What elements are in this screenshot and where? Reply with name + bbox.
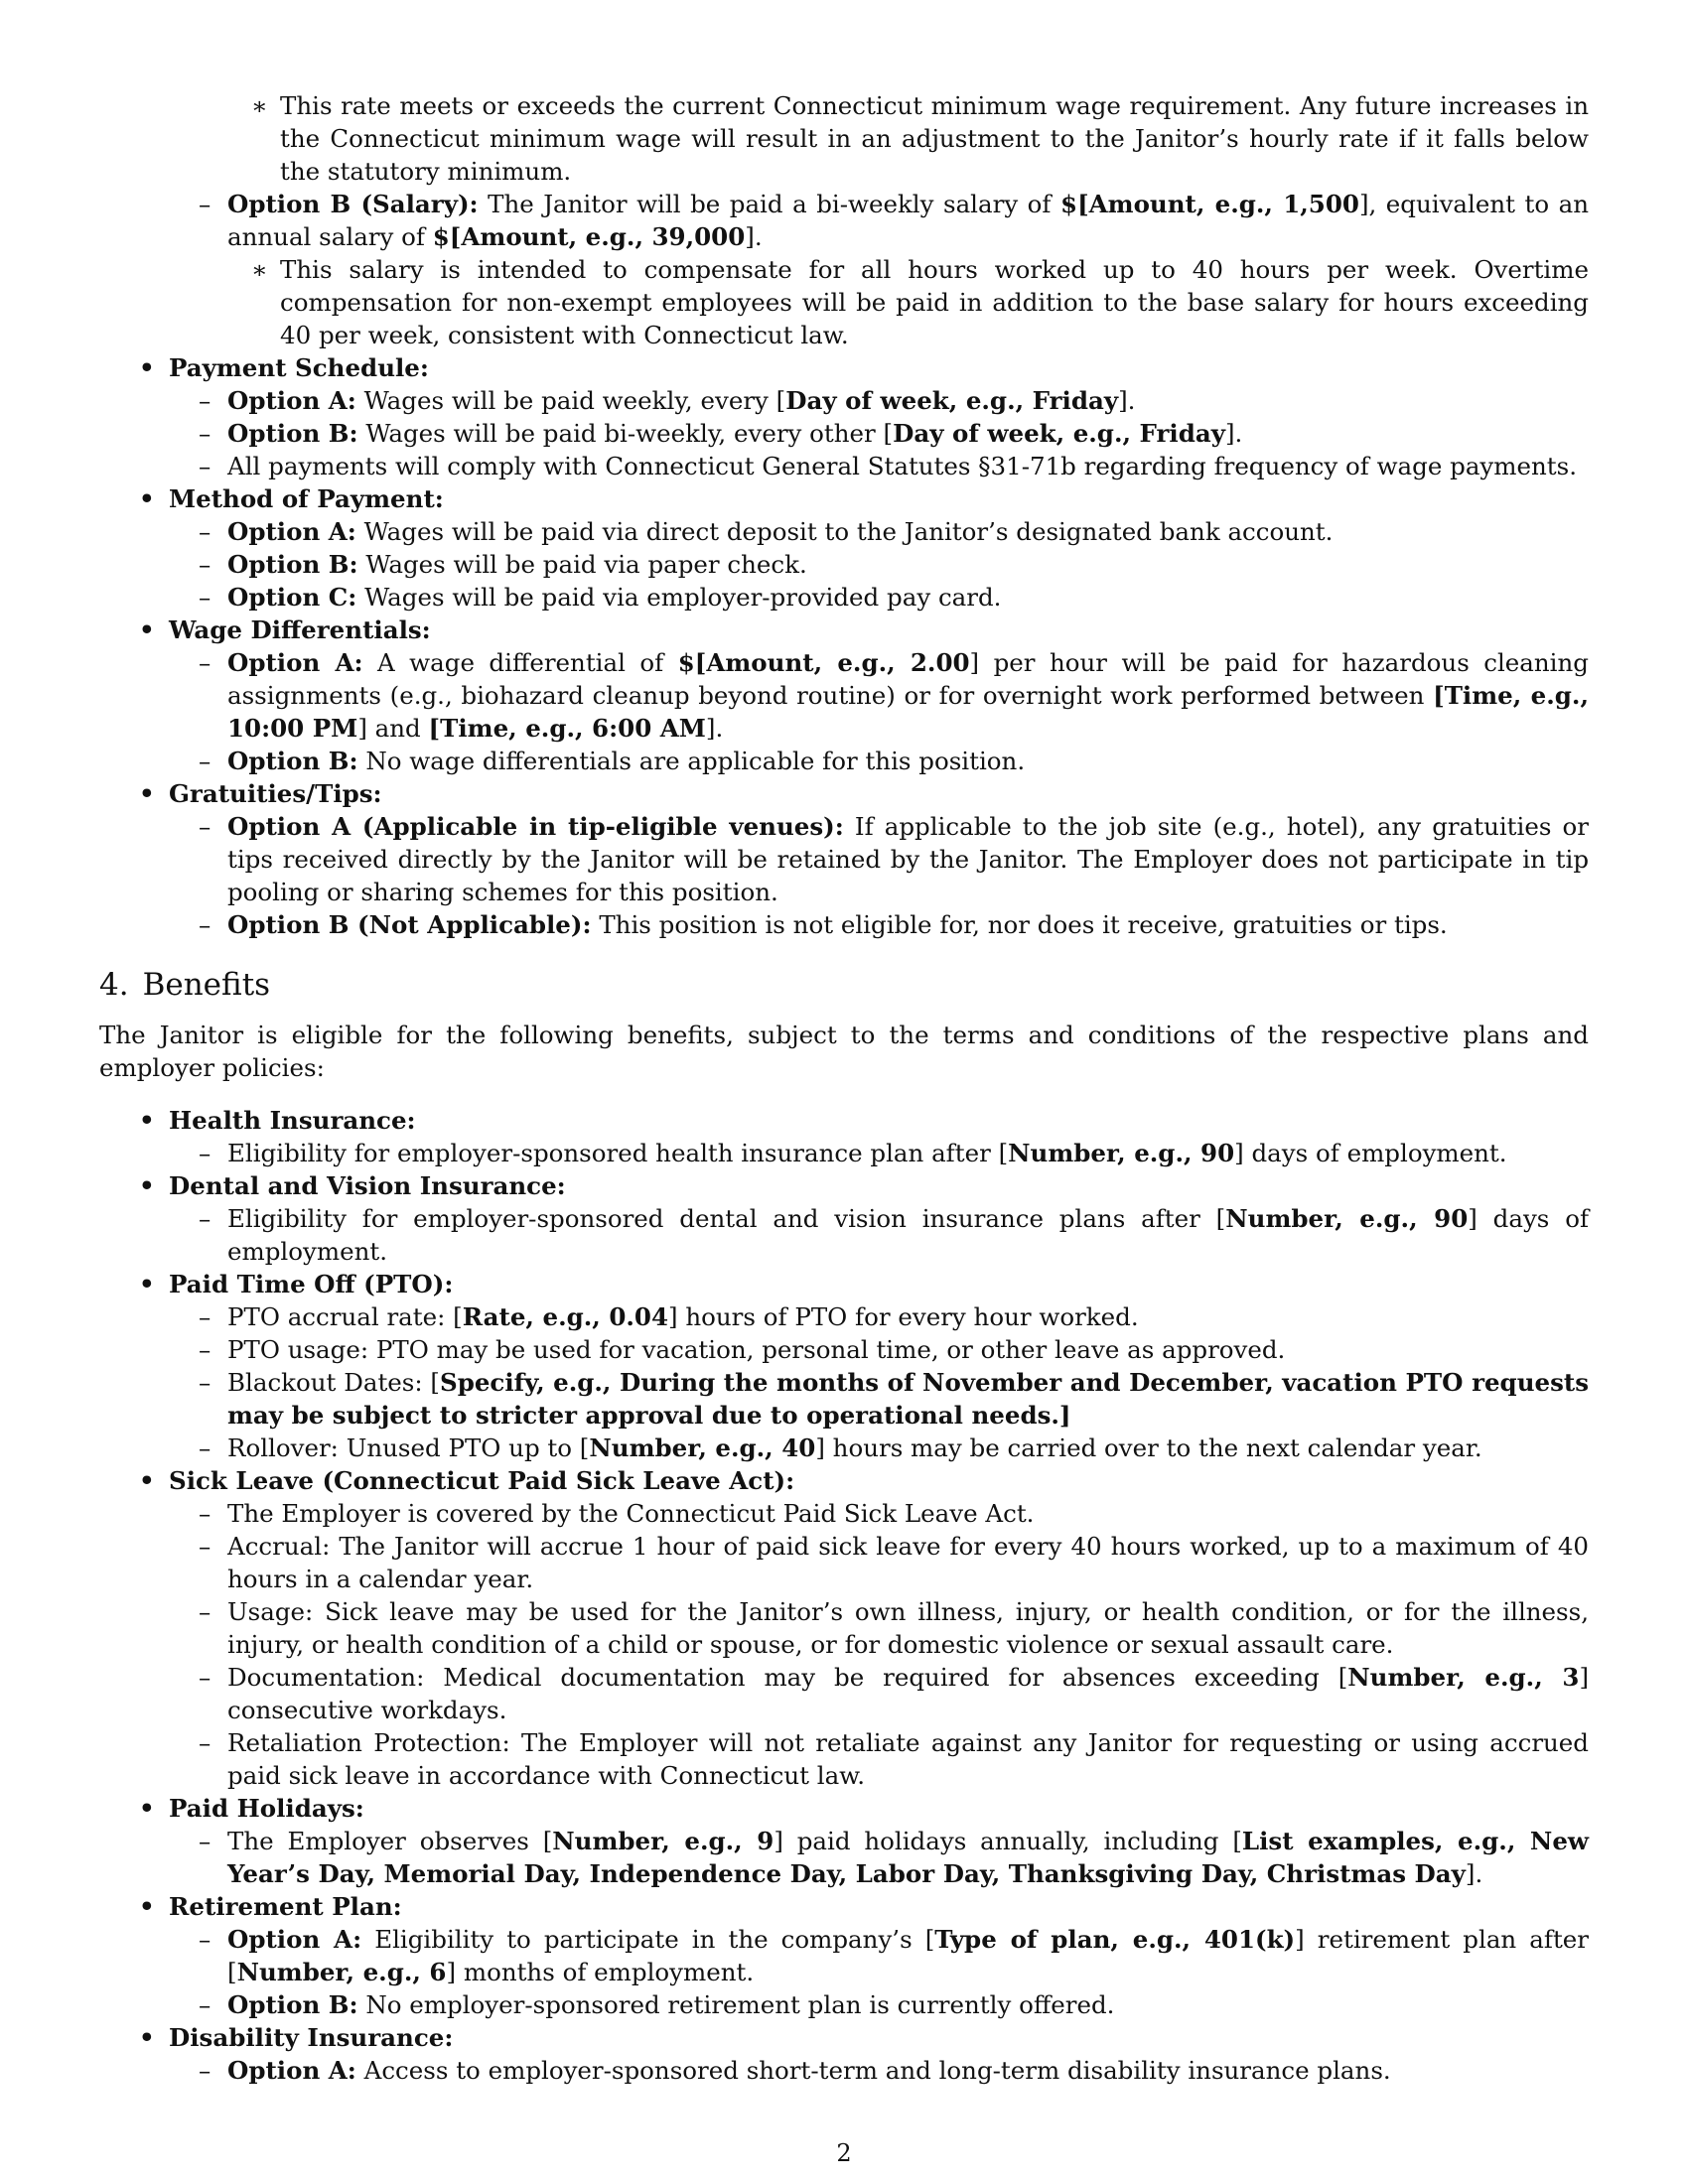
list-item — [169, 908, 1589, 941]
sub-list — [169, 1497, 1589, 1792]
list-item — [169, 1661, 1589, 1726]
text: ]. — [1465, 1859, 1483, 1888]
list-item — [169, 1300, 1589, 1333]
list-item — [169, 1923, 1589, 1988]
text: Eligibility for employer-sponsored health insurance plan after [ — [227, 1139, 1009, 1167]
text: PTO accrual rate: [ — [227, 1302, 463, 1331]
sub-list — [169, 384, 1589, 482]
list-item — [169, 810, 1589, 908]
list-item — [169, 2054, 1589, 2087]
item-heading: Dental and Vision Insurance: — [169, 1171, 566, 1200]
text: Wages will be paid via employer-provided pay card. — [356, 583, 1002, 612]
sub-list — [169, 1202, 1589, 1268]
text: Access to employer-sponsored short-term and long-term disability insurance plans. — [355, 2056, 1391, 2085]
text: Retaliation Protection: The Employer will not retaliate against any Janitor for requesting or using accrued paid sick leave in accordance with Connecticut law. — [227, 1728, 1589, 1790]
text: If applicable to the job site (e.g., hotel), any gratuities or tips received directly by the Janitor will be retained by the Janitor. The Employer does not participate in tip pooling or sharing schemes for this position. — [227, 812, 1589, 906]
sub-list — [169, 810, 1589, 941]
placeholder-field: [Time, e.g., 10:00 PM — [227, 681, 1589, 743]
placeholder-field: Number, e.g., 3 — [1347, 1663, 1580, 1692]
placeholder-field: Number, e.g., 90 — [1008, 1139, 1235, 1167]
placeholder-field: Rate, e.g., 0.04 — [462, 1302, 669, 1331]
text: ], equivalent to an annual salary of — [227, 190, 1589, 251]
option-label: Option A: — [227, 2056, 356, 2085]
list-item — [169, 1333, 1589, 1366]
text: Wages will be paid bi-weekly, every other [ — [357, 419, 894, 448]
section-number: 4. — [99, 967, 129, 1003]
option-b-notes — [227, 253, 1589, 351]
salary-note: This salary is intended to compensate for all hours worked up to 40 hours per week. Overtime compensation for non-exempt employees will be paid in addition to the base salary for hours exceeding 40 per week, consistent with Connecticut law. — [280, 255, 1589, 349]
option-label: Option A: — [227, 517, 356, 546]
payment-schedule-item — [99, 351, 1589, 482]
option-b-salary — [169, 188, 1589, 351]
option-label: Option B: — [227, 747, 358, 775]
placeholder-field: List examples, e.g., New Year’s Day, Memorial Day, Independence Day, Labor Day, Thanksgiving Day, Christmas Day — [227, 1827, 1590, 1888]
list-item — [169, 1726, 1589, 1792]
placeholder-field: Day of week, e.g., Friday — [893, 419, 1225, 448]
document-page — [99, 89, 1589, 2087]
item-heading: Retirement Plan: — [169, 1892, 402, 1921]
text: ] paid holidays annually, including [ — [774, 1827, 1242, 1855]
option-a-notes — [227, 89, 1589, 188]
option-label: Option B (Salary): — [227, 190, 479, 218]
list-item — [169, 1137, 1589, 1169]
placeholder-field: Type of plan, e.g., 401(k) — [934, 1925, 1296, 1954]
list-item — [169, 1202, 1589, 1268]
option-label: Option B (Not Applicable): — [227, 910, 592, 939]
sick-leave-item — [99, 1464, 1589, 1792]
item-heading: Health Insurance: — [169, 1106, 416, 1135]
text: ]. — [745, 222, 763, 251]
placeholder-field: Specify, e.g., During the months of November and December, vacation PTO requests may be subject to stricter approval due to operational needs. — [227, 1368, 1589, 1430]
text: Wages will be paid weekly, every [ — [355, 386, 786, 415]
text: ] and — [357, 714, 429, 743]
text: Rollover: Unused PTO up to [ — [227, 1433, 590, 1462]
list-item — [169, 384, 1589, 417]
health-insurance-item — [99, 1104, 1589, 1169]
text: Wages will be paid via direct deposit to the Janitor’s designated bank account. — [355, 517, 1334, 546]
option-label: Option A: — [227, 386, 356, 415]
list-item — [169, 646, 1589, 745]
sub-list — [169, 1137, 1589, 1169]
placeholder-field: Number, e.g., 9 — [552, 1827, 774, 1855]
text: PTO usage: PTO may be used for vacation, personal time, or other leave as approved. — [227, 1335, 1286, 1364]
option-label: Option C: — [227, 583, 357, 612]
list-item — [169, 1497, 1589, 1530]
item-heading: Wage Differentials: — [169, 615, 431, 644]
text: The Employer is covered by the Connecticut Paid Sick Leave Act. — [227, 1499, 1035, 1528]
text: This position is not eligible for, nor does it receive, gratuities or tips. — [591, 910, 1448, 939]
text: All payments will comply with Connecticut General Statutes §31-71b regarding frequency of wage payments. — [227, 452, 1577, 480]
text: ] per hour will be paid for hazardous cleaning assignments (e.g., biohazard cleanup beyond routine) or for overnight work performed between — [227, 648, 1589, 710]
text: ] — [1058, 1401, 1071, 1430]
placeholder-field: Number, e.g., 6 — [236, 1958, 447, 1986]
method-of-payment-item — [99, 482, 1589, 614]
text: ]. — [1224, 419, 1243, 448]
section-title: Benefits — [142, 967, 271, 1003]
list-item — [169, 745, 1589, 777]
text: ] days of employment. — [227, 1204, 1590, 1266]
min-wage-note: This rate meets or exceeds the current Connecticut minimum wage requirement. Any future increases in the Connecticut minimum wage will result in an adjustment to the Janitor’s hourly rate if it falls below the statutory minimum. — [280, 91, 1589, 186]
text: A wage differential of — [362, 648, 678, 677]
item-heading: Method of Payment: — [169, 484, 444, 513]
placeholder-field: Number, e.g., 90 — [1225, 1204, 1469, 1233]
option-label: Option A: — [227, 648, 363, 677]
list-item — [169, 1595, 1589, 1661]
text: The Janitor will be paid a bi-weekly salary of — [478, 190, 1061, 218]
list-item — [227, 89, 1589, 188]
sub-list — [169, 2054, 1589, 2087]
option-label: Option A (Applicable in tip-eligible venues): — [227, 812, 844, 841]
placeholder-field: $[Amount, e.g., 1,500 — [1060, 190, 1359, 218]
list-item — [169, 450, 1589, 482]
item-heading: Payment Schedule: — [169, 353, 429, 382]
placeholder-field: Day of week, e.g., Friday — [785, 386, 1119, 415]
text: ] retirement plan after [ — [227, 1925, 1590, 1986]
list-item — [169, 1530, 1589, 1595]
sub-list — [169, 646, 1589, 777]
compensation-options — [169, 188, 1589, 351]
placeholder-field: [Time, e.g., 6:00 AM — [428, 714, 706, 743]
text: Eligibility to participate in the company’s [ — [361, 1925, 935, 1954]
text: ] days of employment. — [1234, 1139, 1507, 1167]
text: ] hours of PTO for every hour worked. — [668, 1302, 1139, 1331]
sub-list — [169, 1300, 1589, 1464]
list-item — [169, 1988, 1589, 2021]
text: No wage differentials are applicable for this position. — [357, 747, 1026, 775]
list-item — [169, 1825, 1589, 1890]
text: ] hours may be carried over to the next calendar year. — [815, 1433, 1482, 1462]
list-item — [227, 253, 1589, 351]
text: ]. — [705, 714, 724, 743]
text: Blackout Dates: [ — [227, 1368, 440, 1397]
sub-list — [169, 515, 1589, 614]
section-heading-benefits — [99, 965, 1589, 1005]
text: Usage: Sick leave may be used for the Janitor’s own illness, injury, or health condition, or for the illness, injury, or health condition of a child or spouse, or for domestic violence or sexual assault care. — [227, 1597, 1589, 1659]
text: Documentation: Medical documentation may be required for absences exceeding [ — [227, 1663, 1348, 1692]
list-item — [169, 1366, 1589, 1432]
list-item — [169, 515, 1589, 548]
text: Eligibility for employer-sponsored dental and vision insurance plans after [ — [227, 1204, 1226, 1233]
text: The Employer observes [ — [227, 1827, 553, 1855]
option-label: Option B: — [227, 419, 358, 448]
retirement-plan-item — [99, 1890, 1589, 2021]
placeholder-field: $[Amount, e.g., 39,000 — [432, 222, 746, 251]
option-label: Option B: — [227, 550, 358, 579]
benefits-list — [99, 1104, 1589, 2087]
compensation-list — [99, 351, 1589, 941]
dental-vision-item — [99, 1169, 1589, 1268]
wage-differentials-item — [99, 614, 1589, 777]
sub-list — [169, 1825, 1589, 1890]
disability-insurance-item — [99, 2021, 1589, 2087]
text: Accrual: The Janitor will accrue 1 hour of paid sick leave for every 40 hours worked, up to a maximum of 40 hours in a calendar year. — [227, 1532, 1589, 1593]
item-heading: Gratuities/Tips: — [169, 779, 382, 808]
list-item — [169, 417, 1589, 450]
pto-item — [99, 1268, 1589, 1464]
sub-list — [169, 1923, 1589, 2021]
option-label: Option A: — [227, 1925, 362, 1954]
placeholder-field: Number, e.g., 40 — [589, 1433, 816, 1462]
item-heading: Paid Holidays: — [169, 1794, 364, 1823]
item-heading: Disability Insurance: — [169, 2023, 454, 2052]
page-number: 2 — [836, 2139, 852, 2167]
option-label: Option B: — [227, 1990, 358, 2019]
text: ] consecutive workdays. — [227, 1663, 1590, 1724]
benefits-intro: The Janitor is eligible for the following benefits, subject to the terms and conditions of the respective plans and employer policies: — [99, 1021, 1589, 1082]
text: ]. — [1118, 386, 1136, 415]
text: No employer-sponsored retirement plan is currently offered. — [357, 1990, 1115, 2019]
item-heading: Paid Time Off (PTO): — [169, 1270, 454, 1298]
list-item — [169, 581, 1589, 614]
paid-holidays-item — [99, 1792, 1589, 1890]
text: Wages will be paid via paper check. — [357, 550, 807, 579]
placeholder-field: $[Amount, e.g., 2.00 — [677, 648, 970, 677]
gratuities-item — [99, 777, 1589, 941]
list-item — [169, 548, 1589, 581]
list-item — [169, 1432, 1589, 1464]
item-heading: Sick Leave (Connecticut Paid Sick Leave Act): — [169, 1466, 795, 1495]
text: ] months of employment. — [446, 1958, 755, 1986]
